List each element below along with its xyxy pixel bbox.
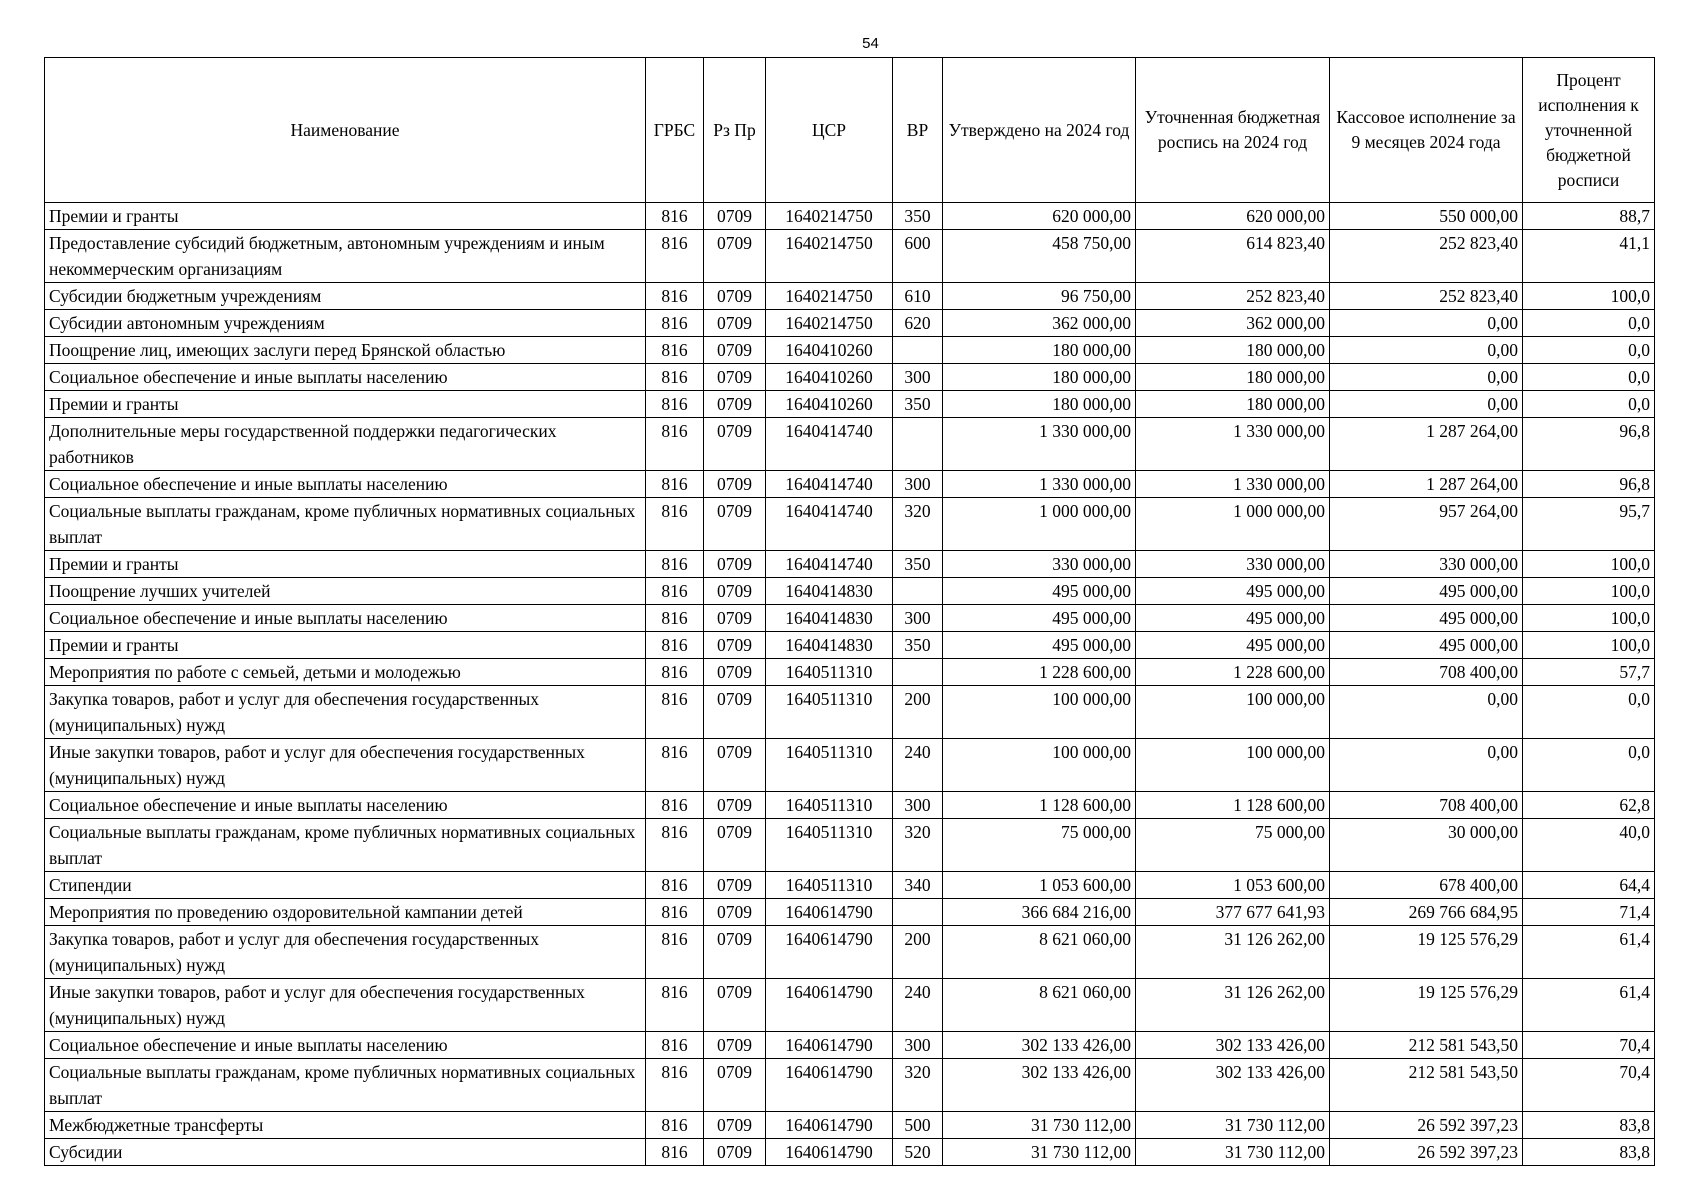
cell-grbs: 816 (646, 739, 704, 792)
header-vr: ВР (893, 58, 943, 203)
cell-approved: 180 000,00 (943, 337, 1136, 364)
cell-approved: 8 621 060,00 (943, 926, 1136, 979)
table-row (45, 926, 1655, 979)
cell-vr (893, 578, 943, 605)
cell-vr: 350 (893, 551, 943, 578)
cell-name: Социальное обеспечение и иные выплаты населению (45, 471, 646, 498)
cell-approved: 8 621 060,00 (943, 979, 1136, 1032)
cell-name: Субсидии автономным учреждениям (45, 310, 646, 337)
cell-rzpr: 0709 (704, 418, 766, 471)
cell-csr: 1640410260 (766, 364, 893, 391)
table-row (45, 819, 1655, 872)
cell-cash: 708 400,00 (1330, 659, 1523, 686)
cell-grbs: 816 (646, 819, 704, 872)
cell-percent: 62,8 (1523, 792, 1655, 819)
cell-cash: 330 000,00 (1330, 551, 1523, 578)
cell-grbs: 816 (646, 203, 704, 230)
cell-rzpr: 0709 (704, 739, 766, 792)
cell-approved: 458 750,00 (943, 230, 1136, 283)
cell-rzpr: 0709 (704, 230, 766, 283)
cell-name: Субсидии бюджетным учреждениям (45, 283, 646, 310)
cell-refined: 302 133 426,00 (1136, 1059, 1330, 1112)
header-csr: ЦСР (766, 58, 893, 203)
cell-rzpr: 0709 (704, 364, 766, 391)
cell-vr: 320 (893, 1059, 943, 1112)
cell-csr: 1640414740 (766, 498, 893, 551)
cell-name: Мероприятия по работе с семьей, детьми и молодежью (45, 659, 646, 686)
cell-refined: 302 133 426,00 (1136, 1032, 1330, 1059)
cell-approved: 330 000,00 (943, 551, 1136, 578)
cell-csr: 1640614790 (766, 1032, 893, 1059)
cell-cash: 957 264,00 (1330, 498, 1523, 551)
cell-grbs: 816 (646, 578, 704, 605)
cell-rzpr: 0709 (704, 310, 766, 337)
cell-vr: 240 (893, 979, 943, 1032)
cell-refined: 31 730 112,00 (1136, 1112, 1330, 1139)
cell-vr: 600 (893, 230, 943, 283)
cell-name: Премии и гранты (45, 391, 646, 418)
table-row (45, 551, 1655, 578)
cell-vr: 300 (893, 792, 943, 819)
cell-rzpr: 0709 (704, 498, 766, 551)
table-row (45, 686, 1655, 739)
cell-approved: 495 000,00 (943, 578, 1136, 605)
cell-csr: 1640414830 (766, 632, 893, 659)
table-row (45, 1112, 1655, 1139)
cell-percent: 88,7 (1523, 203, 1655, 230)
header-percent: Процент исполнения к уточненной бюджетной росписи (1523, 58, 1655, 203)
cell-csr: 1640614790 (766, 979, 893, 1032)
table-row (45, 498, 1655, 551)
cell-vr (893, 899, 943, 926)
header-name: Наименование (45, 58, 646, 203)
cell-name: Социальное обеспечение и иные выплаты населению (45, 792, 646, 819)
cell-name: Премии и гранты (45, 632, 646, 659)
cell-rzpr: 0709 (704, 979, 766, 1032)
cell-grbs: 816 (646, 364, 704, 391)
cell-refined: 180 000,00 (1136, 364, 1330, 391)
cell-grbs: 816 (646, 1032, 704, 1059)
cell-csr: 1640614790 (766, 899, 893, 926)
table-row (45, 792, 1655, 819)
cell-approved: 31 730 112,00 (943, 1112, 1136, 1139)
cell-cash: 0,00 (1330, 739, 1523, 792)
cell-percent: 100,0 (1523, 578, 1655, 605)
cell-cash: 495 000,00 (1330, 605, 1523, 632)
cell-cash: 26 592 397,23 (1330, 1139, 1523, 1166)
page-number: 54 (862, 35, 879, 52)
cell-grbs: 816 (646, 230, 704, 283)
cell-csr: 1640511310 (766, 686, 893, 739)
cell-grbs: 816 (646, 471, 704, 498)
table-row (45, 739, 1655, 792)
cell-name: Социальные выплаты гражданам, кроме публичных нормативных социальных выплат (45, 819, 646, 872)
table-row (45, 337, 1655, 364)
cell-name: Поощрение лиц, имеющих заслуги перед Брянской областью (45, 337, 646, 364)
cell-approved: 495 000,00 (943, 605, 1136, 632)
table-row (45, 605, 1655, 632)
cell-approved: 1 330 000,00 (943, 418, 1136, 471)
cell-grbs: 816 (646, 337, 704, 364)
cell-csr: 1640410260 (766, 391, 893, 418)
cell-grbs: 816 (646, 1059, 704, 1112)
cell-cash: 252 823,40 (1330, 230, 1523, 283)
cell-csr: 1640511310 (766, 872, 893, 899)
cell-percent: 100,0 (1523, 632, 1655, 659)
cell-name: Предоставление субсидий бюджетным, автономным учреждениям и иным некоммерческим организациям (45, 230, 646, 283)
cell-approved: 302 133 426,00 (943, 1059, 1136, 1112)
cell-approved: 1 128 600,00 (943, 792, 1136, 819)
cell-grbs: 816 (646, 498, 704, 551)
cell-name: Иные закупки товаров, работ и услуг для обеспечения государственных (муниципальных) нужд (45, 979, 646, 1032)
cell-refined: 31 730 112,00 (1136, 1139, 1330, 1166)
cell-percent: 40,0 (1523, 819, 1655, 872)
cell-approved: 1 228 600,00 (943, 659, 1136, 686)
cell-cash: 495 000,00 (1330, 578, 1523, 605)
cell-cash: 0,00 (1330, 686, 1523, 739)
cell-csr: 1640614790 (766, 1139, 893, 1166)
cell-vr: 350 (893, 203, 943, 230)
cell-percent: 57,7 (1523, 659, 1655, 686)
header-refined: Уточненная бюджетная роспись на 2024 год (1136, 58, 1330, 203)
cell-vr: 320 (893, 498, 943, 551)
cell-percent: 0,0 (1523, 686, 1655, 739)
cell-vr: 300 (893, 471, 943, 498)
cell-name: Мероприятия по проведению оздоровительной кампании детей (45, 899, 646, 926)
cell-name: Закупка товаров, работ и услуг для обеспечения государственных (муниципальных) нужд (45, 686, 646, 739)
cell-percent: 41,1 (1523, 230, 1655, 283)
header-rzpr: Рз Пр (704, 58, 766, 203)
cell-grbs: 816 (646, 1139, 704, 1166)
table-row (45, 1139, 1655, 1166)
cell-cash: 1 287 264,00 (1330, 418, 1523, 471)
cell-percent: 96,8 (1523, 471, 1655, 498)
cell-percent: 0,0 (1523, 739, 1655, 792)
cell-grbs: 816 (646, 792, 704, 819)
cell-refined: 180 000,00 (1136, 337, 1330, 364)
cell-percent: 100,0 (1523, 605, 1655, 632)
header-approved: Утверждено на 2024 год (943, 58, 1136, 203)
cell-percent: 64,4 (1523, 872, 1655, 899)
table-row (45, 979, 1655, 1032)
cell-grbs: 816 (646, 979, 704, 1032)
cell-vr: 500 (893, 1112, 943, 1139)
cell-vr: 300 (893, 605, 943, 632)
cell-cash: 212 581 543,50 (1330, 1032, 1523, 1059)
budget-table (44, 57, 1655, 1166)
cell-percent: 70,4 (1523, 1059, 1655, 1112)
cell-refined: 1 128 600,00 (1136, 792, 1330, 819)
cell-grbs: 816 (646, 418, 704, 471)
cell-approved: 31 730 112,00 (943, 1139, 1136, 1166)
cell-percent: 83,8 (1523, 1112, 1655, 1139)
cell-cash: 678 400,00 (1330, 872, 1523, 899)
cell-cash: 708 400,00 (1330, 792, 1523, 819)
cell-rzpr: 0709 (704, 819, 766, 872)
cell-grbs: 816 (646, 686, 704, 739)
cell-rzpr: 0709 (704, 872, 766, 899)
cell-name: Закупка товаров, работ и услуг для обеспечения государственных (муниципальных) нужд (45, 926, 646, 979)
cell-name: Межбюджетные трансферты (45, 1112, 646, 1139)
cell-grbs: 816 (646, 1112, 704, 1139)
cell-approved: 366 684 216,00 (943, 899, 1136, 926)
cell-refined: 495 000,00 (1136, 578, 1330, 605)
cell-refined: 100 000,00 (1136, 739, 1330, 792)
cell-csr: 1640214750 (766, 283, 893, 310)
cell-percent: 100,0 (1523, 551, 1655, 578)
cell-refined: 1 228 600,00 (1136, 659, 1330, 686)
cell-rzpr: 0709 (704, 551, 766, 578)
cell-csr: 1640414830 (766, 578, 893, 605)
cell-name: Стипендии (45, 872, 646, 899)
cell-csr: 1640511310 (766, 819, 893, 872)
cell-approved: 180 000,00 (943, 364, 1136, 391)
cell-rzpr: 0709 (704, 471, 766, 498)
cell-csr: 1640511310 (766, 792, 893, 819)
cell-vr: 610 (893, 283, 943, 310)
table-row (45, 659, 1655, 686)
cell-name: Социальное обеспечение и иные выплаты населению (45, 1032, 646, 1059)
cell-csr: 1640214750 (766, 203, 893, 230)
cell-percent: 0,0 (1523, 310, 1655, 337)
cell-csr: 1640614790 (766, 1112, 893, 1139)
cell-grbs: 816 (646, 926, 704, 979)
cell-cash: 550 000,00 (1330, 203, 1523, 230)
table-row (45, 364, 1655, 391)
cell-approved: 96 750,00 (943, 283, 1136, 310)
cell-approved: 495 000,00 (943, 632, 1136, 659)
table-row (45, 1059, 1655, 1112)
cell-name: Премии и гранты (45, 203, 646, 230)
table-row (45, 899, 1655, 926)
cell-csr: 1640214750 (766, 230, 893, 283)
cell-grbs: 816 (646, 310, 704, 337)
cell-refined: 362 000,00 (1136, 310, 1330, 337)
cell-rzpr: 0709 (704, 632, 766, 659)
cell-refined: 614 823,40 (1136, 230, 1330, 283)
cell-refined: 495 000,00 (1136, 632, 1330, 659)
cell-csr: 1640511310 (766, 739, 893, 792)
table-row (45, 310, 1655, 337)
table-body (45, 203, 1655, 1166)
cell-refined: 31 126 262,00 (1136, 979, 1330, 1032)
table-row (45, 230, 1655, 283)
cell-approved: 302 133 426,00 (943, 1032, 1136, 1059)
cell-rzpr: 0709 (704, 1139, 766, 1166)
cell-refined: 75 000,00 (1136, 819, 1330, 872)
cell-approved: 180 000,00 (943, 391, 1136, 418)
cell-refined: 31 126 262,00 (1136, 926, 1330, 979)
cell-rzpr: 0709 (704, 659, 766, 686)
cell-cash: 212 581 543,50 (1330, 1059, 1523, 1112)
cell-cash: 0,00 (1330, 364, 1523, 391)
cell-refined: 1 330 000,00 (1136, 418, 1330, 471)
cell-rzpr: 0709 (704, 1059, 766, 1112)
cell-rzpr: 0709 (704, 1032, 766, 1059)
cell-percent: 83,8 (1523, 1139, 1655, 1166)
cell-vr: 300 (893, 1032, 943, 1059)
cell-grbs: 816 (646, 899, 704, 926)
cell-percent: 95,7 (1523, 498, 1655, 551)
cell-vr: 350 (893, 632, 943, 659)
cell-refined: 1 330 000,00 (1136, 471, 1330, 498)
cell-approved: 100 000,00 (943, 686, 1136, 739)
cell-csr: 1640414740 (766, 418, 893, 471)
cell-cash: 1 287 264,00 (1330, 471, 1523, 498)
cell-vr: 200 (893, 686, 943, 739)
table-row (45, 471, 1655, 498)
cell-vr: 520 (893, 1139, 943, 1166)
cell-name: Социальные выплаты гражданам, кроме публичных нормативных социальных выплат (45, 498, 646, 551)
cell-csr: 1640614790 (766, 926, 893, 979)
cell-rzpr: 0709 (704, 283, 766, 310)
cell-vr: 200 (893, 926, 943, 979)
cell-percent: 61,4 (1523, 979, 1655, 1032)
cell-refined: 1 053 600,00 (1136, 872, 1330, 899)
cell-refined: 495 000,00 (1136, 605, 1330, 632)
cell-cash: 0,00 (1330, 391, 1523, 418)
cell-rzpr: 0709 (704, 792, 766, 819)
table-row (45, 1032, 1655, 1059)
cell-cash: 30 000,00 (1330, 819, 1523, 872)
cell-approved: 1 053 600,00 (943, 872, 1136, 899)
cell-grbs: 816 (646, 391, 704, 418)
cell-vr: 300 (893, 364, 943, 391)
cell-rzpr: 0709 (704, 337, 766, 364)
cell-approved: 620 000,00 (943, 203, 1136, 230)
cell-rzpr: 0709 (704, 578, 766, 605)
cell-cash: 252 823,40 (1330, 283, 1523, 310)
cell-cash: 0,00 (1330, 337, 1523, 364)
cell-rzpr: 0709 (704, 391, 766, 418)
cell-cash: 0,00 (1330, 310, 1523, 337)
cell-approved: 100 000,00 (943, 739, 1136, 792)
cell-refined: 1 000 000,00 (1136, 498, 1330, 551)
cell-refined: 330 000,00 (1136, 551, 1330, 578)
cell-grbs: 816 (646, 632, 704, 659)
cell-vr (893, 337, 943, 364)
cell-percent: 0,0 (1523, 391, 1655, 418)
cell-vr: 350 (893, 391, 943, 418)
cell-name: Поощрение лучших учителей (45, 578, 646, 605)
cell-vr (893, 659, 943, 686)
cell-refined: 620 000,00 (1136, 203, 1330, 230)
cell-approved: 75 000,00 (943, 819, 1136, 872)
cell-rzpr: 0709 (704, 203, 766, 230)
table-row (45, 578, 1655, 605)
cell-percent: 96,8 (1523, 418, 1655, 471)
cell-refined: 180 000,00 (1136, 391, 1330, 418)
header-cash: Кассовое исполнение за 9 месяцев 2024 года (1330, 58, 1523, 203)
cell-grbs: 816 (646, 551, 704, 578)
cell-grbs: 816 (646, 605, 704, 632)
cell-percent: 0,0 (1523, 337, 1655, 364)
cell-rzpr: 0709 (704, 899, 766, 926)
cell-grbs: 816 (646, 872, 704, 899)
table-row (45, 283, 1655, 310)
cell-refined: 377 677 641,93 (1136, 899, 1330, 926)
cell-vr: 320 (893, 819, 943, 872)
cell-grbs: 816 (646, 283, 704, 310)
cell-grbs: 816 (646, 659, 704, 686)
table-row (45, 203, 1655, 230)
cell-csr: 1640414830 (766, 605, 893, 632)
cell-name: Социальное обеспечение и иные выплаты населению (45, 364, 646, 391)
table-row (45, 391, 1655, 418)
cell-percent: 100,0 (1523, 283, 1655, 310)
cell-csr: 1640511310 (766, 659, 893, 686)
cell-vr: 340 (893, 872, 943, 899)
header-grbs: ГРБС (646, 58, 704, 203)
cell-cash: 26 592 397,23 (1330, 1112, 1523, 1139)
cell-csr: 1640414740 (766, 551, 893, 578)
table-row (45, 632, 1655, 659)
table-header (45, 58, 1655, 203)
cell-approved: 362 000,00 (943, 310, 1136, 337)
cell-name: Субсидии (45, 1139, 646, 1166)
cell-csr: 1640614790 (766, 1059, 893, 1112)
cell-name: Социальные выплаты гражданам, кроме публичных нормативных социальных выплат (45, 1059, 646, 1112)
cell-csr: 1640214750 (766, 310, 893, 337)
cell-vr: 620 (893, 310, 943, 337)
cell-name: Иные закупки товаров, работ и услуг для обеспечения государственных (муниципальных) нужд (45, 739, 646, 792)
cell-approved: 1 330 000,00 (943, 471, 1136, 498)
cell-csr: 1640410260 (766, 337, 893, 364)
cell-name: Дополнительные меры государственной поддержки педагогических работников (45, 418, 646, 471)
cell-percent: 70,4 (1523, 1032, 1655, 1059)
cell-rzpr: 0709 (704, 605, 766, 632)
cell-rzpr: 0709 (704, 686, 766, 739)
cell-cash: 19 125 576,29 (1330, 979, 1523, 1032)
cell-rzpr: 0709 (704, 926, 766, 979)
table-row (45, 872, 1655, 899)
cell-refined: 252 823,40 (1136, 283, 1330, 310)
cell-refined: 100 000,00 (1136, 686, 1330, 739)
cell-percent: 71,4 (1523, 899, 1655, 926)
cell-approved: 1 000 000,00 (943, 498, 1136, 551)
cell-rzpr: 0709 (704, 1112, 766, 1139)
cell-vr (893, 418, 943, 471)
cell-percent: 0,0 (1523, 364, 1655, 391)
cell-cash: 269 766 684,95 (1330, 899, 1523, 926)
cell-name: Премии и гранты (45, 551, 646, 578)
cell-csr: 1640414740 (766, 471, 893, 498)
cell-cash: 19 125 576,29 (1330, 926, 1523, 979)
cell-vr: 240 (893, 739, 943, 792)
cell-percent: 61,4 (1523, 926, 1655, 979)
cell-name: Социальное обеспечение и иные выплаты населению (45, 605, 646, 632)
table-row (45, 418, 1655, 471)
cell-cash: 495 000,00 (1330, 632, 1523, 659)
